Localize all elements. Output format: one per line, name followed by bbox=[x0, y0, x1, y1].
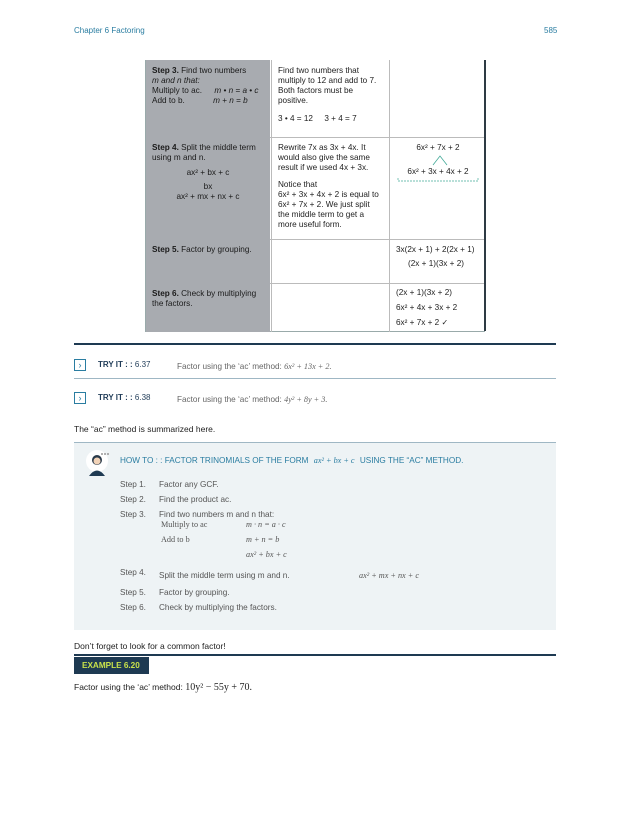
try-it-text: Factor using the ‘ac’ method: bbox=[177, 395, 282, 404]
step-3-work-cell bbox=[389, 60, 486, 137]
step-6-work-cell bbox=[389, 283, 486, 332]
step-4-expr-bx: bx bbox=[203, 182, 213, 191]
step-3-text2: m and n that: bbox=[152, 76, 200, 85]
how-to-title-expr: ax² + bx + c bbox=[313, 456, 355, 465]
how-to-step-num: Step 3. bbox=[120, 510, 146, 519]
step-5-cell bbox=[146, 239, 270, 283]
step-4-explain-line: Rewrite 7x as 3x + 4x. It bbox=[278, 143, 366, 152]
step-5-factored: (2x + 1)(3x + 2) bbox=[408, 259, 464, 268]
step-4-text2: using m and n. bbox=[152, 153, 206, 162]
try-it-number: 6.38 bbox=[134, 393, 151, 402]
how-to-box bbox=[74, 442, 556, 630]
how-to-step-num: Step 1. bbox=[120, 480, 146, 489]
step-3-add-label: Add to b. bbox=[152, 96, 185, 105]
how-to-top-line bbox=[74, 442, 556, 443]
step-3-explain-line: positive. bbox=[278, 96, 309, 105]
step-6-text: Check by multiplying bbox=[181, 289, 257, 298]
step-4-notice-line: the middle term to get a bbox=[278, 210, 365, 219]
step-6-check: 6x² + 7x + 2 ✓ bbox=[396, 318, 449, 327]
how-to-abc-expr: ax² + bx + c bbox=[246, 550, 287, 559]
example-prompt bbox=[74, 682, 252, 693]
summary-text: The “ac” method is summarized here. bbox=[74, 424, 216, 434]
step-4-text: Split the middle term bbox=[181, 143, 256, 152]
step-3-explain-line: multiply to 12 and add to 7. bbox=[278, 76, 377, 85]
try-it-prompt bbox=[177, 395, 327, 404]
step-4-explain-cell bbox=[271, 137, 388, 239]
step-4-expr-split: ax² + mx + nx + c bbox=[176, 192, 240, 201]
try-it-prompt bbox=[177, 362, 332, 371]
how-to-split-expr: ax² + mx + nx + c bbox=[359, 571, 419, 580]
step-4-notice-line: Notice that bbox=[278, 180, 318, 189]
step-3-explain-cell bbox=[271, 60, 388, 137]
try-it-number: 6.37 bbox=[134, 360, 151, 369]
how-to-add-label: Add to b bbox=[161, 535, 190, 544]
step-6-text2: the factors. bbox=[152, 299, 193, 308]
reminder-text: Don’t forget to look for a common factor! bbox=[74, 641, 226, 651]
how-to-step-text: Find two numbers m and n that: bbox=[159, 510, 275, 519]
step-6-cell bbox=[146, 283, 270, 332]
try-it-label bbox=[98, 360, 150, 369]
how-to-multiply-label: Multiply to ac bbox=[161, 520, 208, 529]
step-5-text: Factor by grouping. bbox=[181, 245, 252, 254]
try-it-label bbox=[98, 393, 150, 402]
how-to-step-text: Factor by grouping. bbox=[159, 588, 230, 597]
how-to-step-text: Factor any GCF. bbox=[159, 480, 219, 489]
try-it-6-37 bbox=[74, 357, 556, 377]
underline-bracket-icon bbox=[396, 177, 481, 183]
step-4-cell bbox=[146, 137, 270, 239]
try-it-label-text: TRY IT : : bbox=[98, 360, 133, 369]
step-3-explain-line: Both factors must be bbox=[278, 86, 354, 95]
step-3-cell bbox=[146, 60, 270, 137]
step-4-work-expr: 6x² + 7x + 2 bbox=[416, 143, 460, 152]
step-4-work-split: 6x² + 3x + 4x + 2 bbox=[407, 167, 469, 176]
split-arrow-icon bbox=[396, 153, 481, 167]
table-row-step-6 bbox=[146, 283, 484, 332]
step-5-grouping: 3x(2x + 1) + 2(2x + 1) bbox=[396, 245, 475, 254]
step-6-title: Step 6. bbox=[152, 289, 179, 298]
try-it-6-38 bbox=[74, 390, 556, 410]
how-to-step-text: Check by multiplying the factors. bbox=[159, 603, 277, 612]
table-row-step-4 bbox=[146, 137, 484, 240]
how-to-step-num: Step 2. bbox=[120, 495, 146, 504]
try-it-divider bbox=[74, 378, 556, 379]
example-expr: 10y² − 55y + 70. bbox=[185, 682, 252, 693]
how-to-multiply-expr: m · n = a · c bbox=[246, 520, 286, 529]
step-6-explain-cell bbox=[271, 283, 388, 332]
step-5-explain-cell bbox=[271, 239, 388, 283]
expand-chevron-icon[interactable]: › bbox=[74, 392, 86, 404]
try-it-label-text: TRY IT : : bbox=[98, 393, 133, 402]
step-3-explain-line: Find two numbers that bbox=[278, 66, 360, 75]
how-to-title-suffix: USING THE “AC” METHOD. bbox=[359, 456, 464, 465]
step-4-explain-line: would also give the same bbox=[278, 153, 370, 162]
how-to-title bbox=[120, 456, 463, 465]
example-text: Factor using the ‘ac’ method: bbox=[74, 682, 183, 692]
step-4-work-cell bbox=[389, 137, 486, 239]
table-row-step-5 bbox=[146, 239, 484, 284]
how-to-step-text: Split the middle term using m and n. bbox=[159, 571, 290, 580]
how-to-add-expr: m + n = b bbox=[246, 535, 280, 544]
step-3-multiply-label: Multiply to ac. bbox=[152, 86, 203, 95]
page-number: 585 bbox=[544, 26, 558, 35]
how-to-step-num: Step 4. bbox=[120, 568, 146, 577]
how-to-step-num: Step 6. bbox=[120, 603, 146, 612]
step-4-explain-line: result if we used 4x + 3x. bbox=[278, 163, 369, 172]
student-avatar-icon bbox=[86, 450, 108, 472]
example-label: EXAMPLE 6.20 bbox=[74, 657, 149, 674]
try-it-expr: 4y² + 8y + 3. bbox=[284, 395, 328, 404]
step-4-notice-line: 6x² + 3x + 4x + 2 is equal to bbox=[278, 190, 379, 199]
step-5-title: Step 5. bbox=[152, 245, 179, 254]
chapter-header: Chapter 6 Factoring bbox=[74, 26, 145, 35]
step-3-text: Find two numbers bbox=[181, 66, 247, 75]
step-6-expanded: 6x² + 4x + 3x + 2 bbox=[396, 303, 458, 312]
expand-chevron-icon[interactable]: › bbox=[74, 359, 86, 371]
step-4-notice-line: 6x² + 7x + 2. We just split bbox=[278, 200, 370, 209]
try-it-expr: 6x² + 13x + 2. bbox=[284, 362, 332, 371]
try-it-text: Factor using the ‘ac’ method: bbox=[177, 362, 282, 371]
how-to-step-num: Step 5. bbox=[120, 588, 146, 597]
step-3-multiply-expr: m • n = a • c bbox=[214, 86, 259, 95]
step-3-title: Step 3. bbox=[152, 66, 179, 75]
table-row-step-3 bbox=[146, 60, 484, 138]
step-4-expr-abc: ax² + bx + c bbox=[186, 168, 230, 177]
step-4-title: Step 4. bbox=[152, 143, 179, 152]
step-4-notice-line: more useful form. bbox=[278, 220, 342, 229]
step-5-work-cell bbox=[389, 239, 486, 283]
section-divider bbox=[74, 343, 556, 345]
step-3-products: 3 • 4 = 12 3 + 4 = 7 bbox=[278, 114, 357, 123]
step-6-product: (2x + 1)(3x + 2) bbox=[396, 288, 452, 297]
how-to-title-prefix: HOW TO : : FACTOR TRINOMIALS OF THE FORM bbox=[120, 456, 309, 465]
example-divider bbox=[74, 654, 556, 656]
step-3-add-expr: m + n = b bbox=[213, 96, 248, 105]
how-to-step-text: Find the product ac. bbox=[159, 495, 232, 504]
steps-table bbox=[145, 60, 485, 332]
